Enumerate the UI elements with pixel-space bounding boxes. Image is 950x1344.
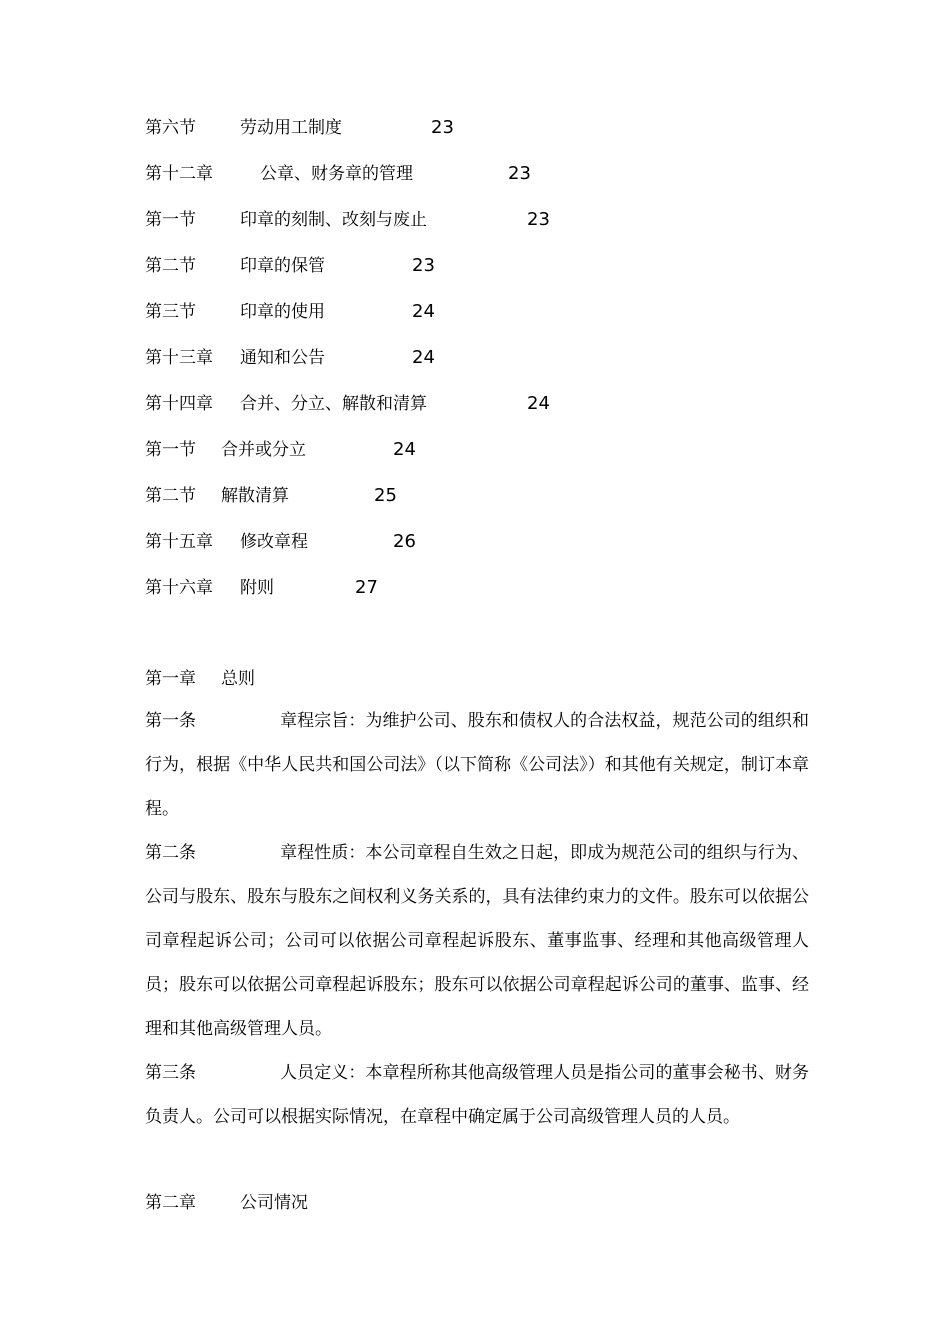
- toc-title: 通知和公告: [240, 348, 325, 368]
- chapter-title: 总则: [221, 669, 255, 689]
- toc-title: 修改章程: [240, 532, 308, 552]
- article-paragraph: [145, 831, 809, 1051]
- chapter-title: 公司情况: [240, 1193, 308, 1213]
- toc-title: 公章、财务章的管理: [260, 164, 413, 184]
- toc-label: 第十二章: [145, 164, 213, 184]
- toc-label: 第六节: [145, 118, 196, 138]
- toc-page-number: 26: [393, 531, 416, 552]
- toc-title: 劳动用工制度: [240, 118, 342, 138]
- article: [145, 699, 809, 831]
- article-label: 第一条: [145, 711, 196, 731]
- article-label: 第三条: [145, 1063, 196, 1083]
- article-text: 章程宗旨：为维护公司、股东和债权人的合法权益，规范公司的组织和行为，根据《中华人民共和国公司法》（以下简称《公司法》）和其他有关规定，制订本章程。: [145, 711, 809, 819]
- toc-page-number: 23: [431, 117, 454, 138]
- article-paragraph: [145, 699, 809, 831]
- toc-label: 第十六章: [145, 578, 213, 598]
- article-label: 第二条: [145, 843, 196, 863]
- toc-label: 第十五章: [145, 532, 213, 552]
- chapter-label: 第一章: [145, 669, 196, 689]
- toc-page-number: 24: [412, 301, 435, 322]
- toc-page-number: 24: [412, 347, 435, 368]
- article-paragraph: [145, 1051, 809, 1139]
- toc-label: 第十四章: [145, 394, 213, 414]
- toc-title: 印章的刻制、改刻与废止: [240, 210, 427, 230]
- toc-page-number: 24: [527, 393, 550, 414]
- toc-title: 印章的使用: [240, 302, 325, 322]
- toc-title: 合并、分立、解散和清算: [240, 394, 427, 414]
- toc-label: 第三节: [145, 302, 196, 322]
- toc-label: 第一节: [145, 440, 196, 460]
- toc-label: 第十三章: [145, 348, 213, 368]
- toc-page-number: 24: [393, 439, 416, 460]
- toc-title: 合并或分立: [221, 440, 306, 460]
- article: [145, 1051, 809, 1139]
- toc-page-number: 23: [412, 255, 435, 276]
- toc-title: 解散清算: [221, 486, 289, 506]
- article-text: 章程性质：本公司章程自生效之日起，即成为规范公司的组织与行为、公司与股东、股东与股东之间权利义务关系的，具有法律约束力的文件。股东可以依据公司章程起诉公司；公司可以依据公司章程起诉股东、董事监事、经理和其他高级管理人员；股东可以依据公司章程起诉股东；股东可以依据公司章程起诉公司的董事、监事、经理和其他高级管理人员。: [145, 843, 809, 1039]
- toc-page-number: 25: [374, 485, 397, 506]
- toc-label: 第二节: [145, 256, 196, 276]
- toc-title: 印章的保管: [240, 256, 325, 276]
- article: [145, 831, 809, 1051]
- toc-title: 附则: [240, 578, 274, 598]
- chapter-label: 第二章: [145, 1193, 196, 1213]
- toc-label: 第二节: [145, 486, 196, 506]
- toc-page-number: 23: [527, 209, 550, 230]
- toc-page-number: 23: [508, 163, 531, 184]
- article-text: 人员定义：本章程所称其他高级管理人员是指公司的董事会秘书、财务负责人。公司可以根据实际情况，在章程中确定属于公司高级管理人员的人员。: [145, 1063, 809, 1127]
- toc-page-number: 27: [355, 577, 378, 598]
- toc-label: 第一节: [145, 210, 196, 230]
